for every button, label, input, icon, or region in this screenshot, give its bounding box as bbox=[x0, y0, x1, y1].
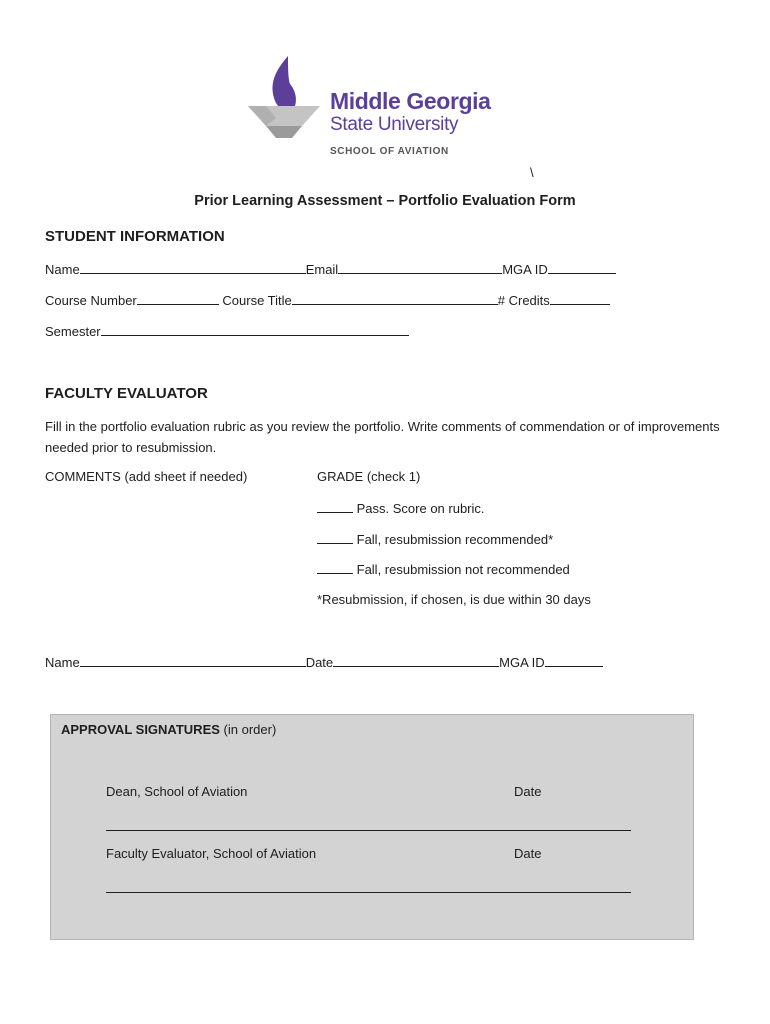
approval-heading-rest: (in order) bbox=[219, 722, 277, 737]
evaluator-name-label: Name bbox=[45, 655, 80, 670]
evaluator-date-blank[interactable] bbox=[333, 654, 499, 667]
grade-option-pass bbox=[317, 500, 485, 516]
approval-heading bbox=[61, 722, 276, 737]
email-blank[interactable] bbox=[338, 261, 502, 274]
faculty-signature-line[interactable] bbox=[106, 892, 631, 893]
grade-option-label: Pass. Score on rubric. bbox=[356, 501, 485, 516]
semester-blank[interactable] bbox=[101, 323, 409, 336]
stray-mark: \ bbox=[530, 165, 534, 180]
university-logo-icon bbox=[244, 54, 324, 140]
course-title-blank[interactable] bbox=[292, 292, 498, 305]
evaluator-name-blank[interactable] bbox=[80, 654, 306, 667]
faculty-date-label: Date bbox=[514, 846, 542, 861]
grade-label: GRADE (check 1) bbox=[317, 469, 421, 484]
resubmission-note: *Resubmission, if chosen, is due within 30 days bbox=[317, 592, 591, 607]
grade-checkbox-pass[interactable] bbox=[317, 500, 353, 513]
grade-option-no-resubmit bbox=[317, 561, 570, 577]
student-info-row-2 bbox=[45, 292, 610, 308]
name-label: Name bbox=[45, 262, 80, 277]
course-number-blank[interactable] bbox=[137, 292, 219, 305]
grade-checkbox-no-resubmit[interactable] bbox=[317, 561, 353, 574]
grade-option-resubmit bbox=[317, 531, 553, 547]
approval-signatures-box bbox=[50, 714, 694, 940]
grade-checkbox-resubmit[interactable] bbox=[317, 531, 353, 544]
comments-label: COMMENTS (add sheet if needed) bbox=[45, 469, 248, 484]
mga-id-label: MGA ID bbox=[502, 262, 548, 277]
course-number-label: Course Number bbox=[45, 293, 137, 308]
credits-label: # Credits bbox=[497, 293, 550, 308]
credits-blank[interactable] bbox=[550, 292, 610, 305]
faculty-role-label: Faculty Evaluator, School of Aviation bbox=[106, 846, 317, 861]
grade-option-label: Fall, resubmission not recommended bbox=[356, 562, 570, 577]
student-info-heading: STUDENT INFORMATION bbox=[45, 228, 225, 245]
form-title: Prior Learning Assessment – Portfolio Evaluation Form bbox=[194, 193, 576, 209]
name-blank[interactable] bbox=[80, 261, 306, 274]
grade-option-label: Fall, resubmission recommended* bbox=[356, 532, 554, 547]
evaluator-mga-id-label: MGA ID bbox=[499, 655, 545, 670]
course-title-label: Course Title bbox=[222, 293, 292, 308]
logo-line-2: State University bbox=[330, 114, 459, 135]
email-label: Email bbox=[305, 262, 339, 277]
faculty-instructions: Fill in the portfolio evaluation rubric as you review the portfolio. Write comments of commendation or of improvements needed prior to resubmission. bbox=[45, 419, 720, 455]
semester-label: Semester bbox=[45, 324, 101, 339]
evaluator-mga-id-blank[interactable] bbox=[545, 654, 603, 667]
dean-role-label: Dean, School of Aviation bbox=[106, 784, 248, 799]
logo-line-1: Middle Georgia bbox=[330, 88, 491, 114]
faculty-evaluator-heading: FACULTY EVALUATOR bbox=[45, 385, 208, 402]
logo-line-3: SCHOOL OF AVIATION bbox=[330, 146, 449, 157]
dean-signature-line[interactable] bbox=[106, 830, 631, 831]
dean-date-label: Date bbox=[514, 784, 542, 799]
evaluator-info-row bbox=[45, 654, 603, 670]
approval-heading-bold: APPROVAL SIGNATURES bbox=[61, 722, 220, 737]
student-info-row-3 bbox=[45, 323, 409, 339]
evaluator-date-label: Date bbox=[305, 655, 334, 670]
mga-id-blank[interactable] bbox=[548, 261, 616, 274]
student-info-row-1 bbox=[45, 261, 616, 277]
